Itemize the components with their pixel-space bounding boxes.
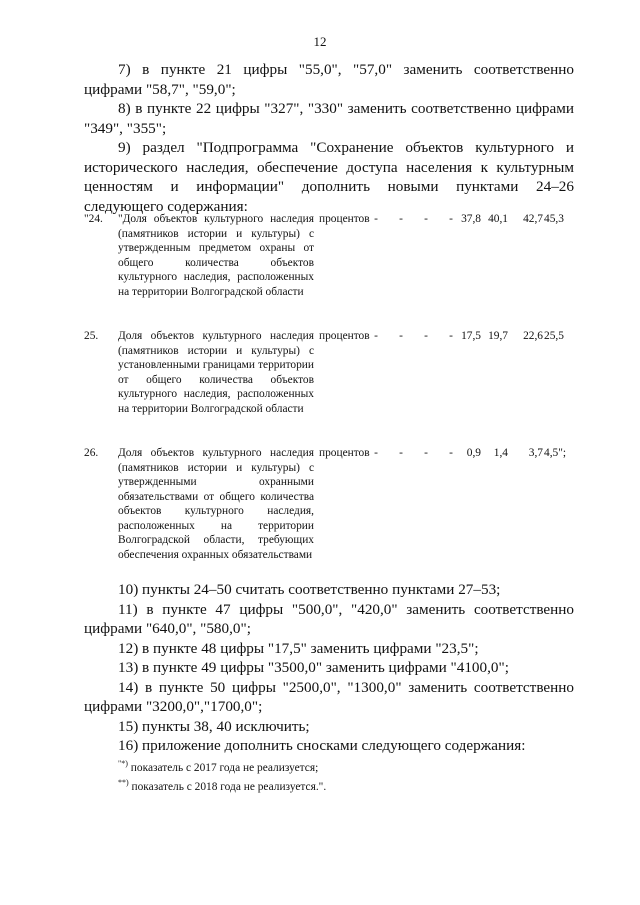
- value-cell: 42,7: [523, 213, 543, 225]
- tail-paragraph: 12) в пункте 48 цифры "17,5" заменить цифрами "23,5";: [118, 639, 479, 657]
- footnote: [84, 756, 574, 776]
- footnote: [84, 775, 574, 795]
- dash-cell: -: [374, 447, 378, 459]
- indicator-name: Доля объектов культурного наследия (памятников истории и культуры) с утвержденными охранными обязательствами от общего количества объектов культурного наследия, расположенных на территории Волгоградской области, требующих обеспечения охранных обязательствами: [118, 447, 314, 561]
- dash-cell: -: [399, 213, 403, 225]
- value-cell: 3,7: [528, 447, 543, 459]
- row-number: "24.: [84, 213, 103, 225]
- page-number: 12: [313, 34, 327, 49]
- dash-cell: -: [399, 447, 403, 459]
- intro-paragraph: 7) в пункте 21 цифры "55,0", "57,0" заменить соответственно цифрами "58,7", "59,0";: [84, 61, 574, 98]
- dash-cell: -: [374, 213, 378, 225]
- tail-paragraph: 10) пункты 24–50 считать соответственно пунктами 27–53;: [118, 581, 501, 598]
- value-cell: 37,8: [461, 213, 481, 225]
- tail-paragraph: 11) в пункте 47 цифры "500,0", "420,0" заменить соответственно цифрами "640,0", "580,0";: [84, 600, 574, 637]
- value-cell: 0,9: [466, 447, 481, 459]
- value-cell: 1,4: [493, 447, 508, 459]
- indicator-name: Доля объектов культурного наследия (памятников истории и культуры) с установленными границами территории от общего количества объектов культурного наследия, расположенных на территории Волгоградской области: [118, 330, 314, 415]
- tail-paragraph: 14) в пункте 50 цифры "2500,0", "1300,0" заменить соответственно цифрами "3200,0","1700,0";: [84, 678, 574, 715]
- tail-paragraph: 16) приложение дополнить сносками следующего содержания:: [118, 737, 526, 754]
- value-cell: 45,3: [544, 213, 564, 225]
- footnote-mark: "*): [118, 758, 128, 768]
- tail-paragraph: 15) пункты 38, 40 исключить;: [118, 717, 310, 735]
- row-number: 25.: [84, 330, 99, 342]
- unit-cell: процентов: [319, 330, 370, 342]
- intro-section: [84, 60, 574, 216]
- footnote-text: показатель с 2018 года не реализуется.".: [128, 781, 327, 794]
- value-cell: 19,7: [488, 330, 508, 342]
- row-number: 26.: [84, 447, 99, 459]
- value-cell: 40,1: [488, 213, 508, 225]
- indicator-name: "Доля объектов культурного наследия (памятников истории и культуры) с утвержденным предметом охраны от общего количества объектов культурного наследия, расположенных на территории Волгоградской области: [118, 213, 314, 298]
- intro-paragraph: 8) в пункте 22 цифры "327", "330" заменить соответственно цифрами "349", "355";: [84, 100, 574, 137]
- unit-cell: процентов: [319, 447, 370, 459]
- dash-cell: -: [449, 447, 453, 459]
- tail-section: [84, 580, 574, 795]
- dash-cell: -: [449, 330, 453, 342]
- value-cell: 17,5: [461, 330, 481, 342]
- dash-cell: -: [424, 330, 428, 342]
- footnote-text: показатель с 2017 года не реализуется;: [127, 761, 319, 774]
- dash-cell: -: [374, 330, 378, 342]
- value-cell: 22,6: [523, 330, 543, 342]
- intro-paragraph: 9) раздел "Подпрограмма "Сохранение объектов культурного и исторического наследия, обеспечение доступа населения к культурным ценностям и информации" дополнить новыми пунктами 24–26 следующего содержания:: [84, 139, 574, 215]
- dash-cell: -: [424, 447, 428, 459]
- dash-cell: -: [449, 213, 453, 225]
- footnote-mark: **): [118, 778, 129, 788]
- value-cell: 4,5";: [544, 447, 567, 459]
- tail-paragraph: 13) в пункте 49 цифры "3500,0" заменить цифрами "4100,0";: [118, 659, 509, 676]
- dash-cell: -: [399, 330, 403, 342]
- value-cell: 25,5: [544, 330, 564, 342]
- dash-cell: -: [424, 213, 428, 225]
- unit-cell: процентов: [319, 213, 370, 225]
